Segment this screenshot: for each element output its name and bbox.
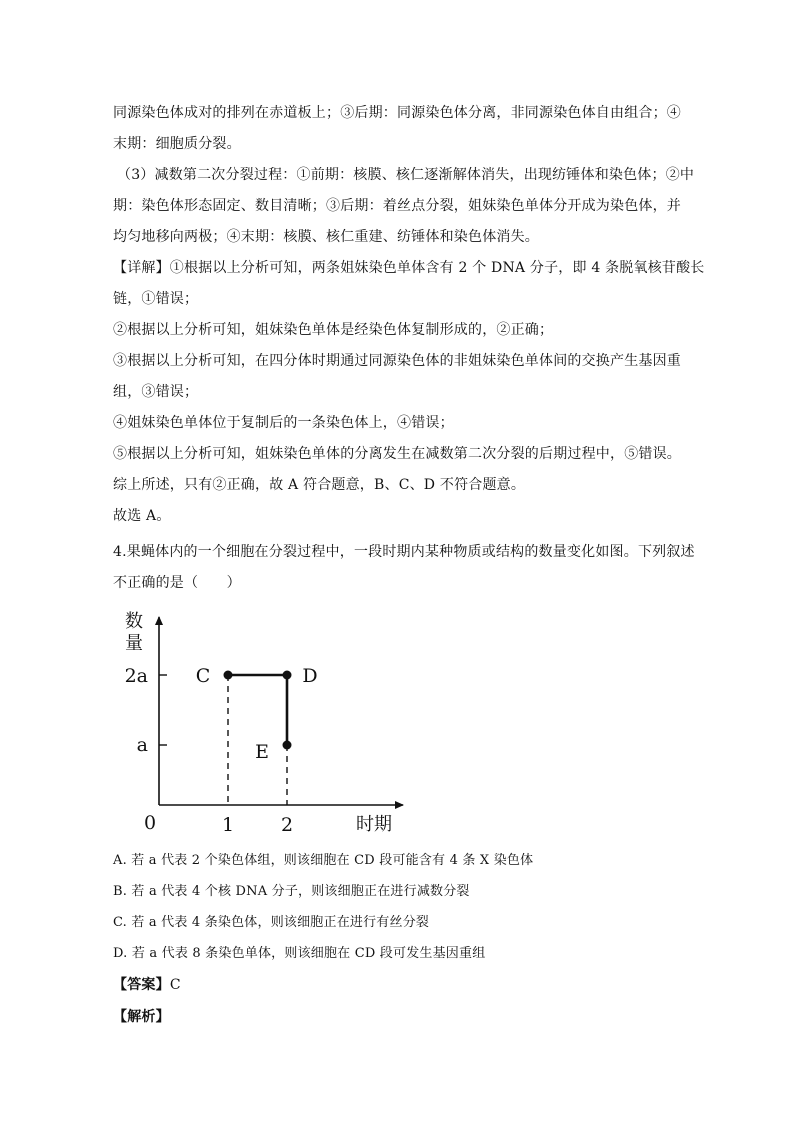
paragraph-line: 末期：细胞质分裂。 xyxy=(113,136,241,152)
paragraph-line: ③根据以上分析可知，在四分体时期通过同源染色体的非姐妹染色单体间的交换产生基因重 xyxy=(113,353,681,369)
option-b: B. 若 a 代表 4 个核 DNA 分子，则该细胞正在进行减数分裂 xyxy=(113,884,470,899)
point-label-d: D xyxy=(302,665,318,687)
paragraph-line: 同源染色体成对的排列在赤道板上；③后期：同源染色体分离，非同源染色体自由组合；④ xyxy=(113,105,681,121)
option-d: D. 若 a 代表 8 条染色单体，则该细胞在 CD 段可发生基因重组 xyxy=(113,946,486,961)
quantity-change-figure xyxy=(110,605,420,845)
detail-paragraph: 【详解】①根据以上分析可知，两条姐妹染色单体含有 2 个 DNA 分子，即 4 条脱氧核苷酸长 xyxy=(113,260,705,276)
origin-label: 0 xyxy=(143,812,157,834)
answer-line xyxy=(113,976,181,994)
answer-value: C xyxy=(169,977,181,993)
analysis-tag: 【解析】 xyxy=(113,1009,170,1025)
option-a: A. 若 a 代表 2 个染色体组，则该细胞在 CD 段可能含有 4 条 X 染色体 xyxy=(113,853,534,868)
y-axis-label: 数 xyxy=(125,611,143,632)
point-label-c: C xyxy=(195,665,211,687)
paragraph-line: 期：染色体形态固定、数目清晰；③后期：着丝点分裂，姐妹染色单体分开成为染色体，并 xyxy=(113,198,681,214)
answer-tag: 【答案】 xyxy=(113,977,170,993)
paragraph-line: （3）减数第二次分裂过程：①前期：核膜、核仁逐渐解体消失，出现纺锤体和染色体；②中 xyxy=(117,167,695,183)
paragraph-line: ④姐妹染色单体位于复制后的一条染色体上，④错误； xyxy=(113,415,454,431)
choice-line: 故选 A。 xyxy=(113,508,171,524)
paragraph-line: 组，③错误； xyxy=(113,384,199,400)
point-label-e: E xyxy=(255,741,269,763)
x-tick-label: 1 xyxy=(221,814,235,836)
paragraph-line: ⑤根据以上分析可知，姐妹染色单体的分离发生在减数第二次分裂的后期过程中，⑤错误。 xyxy=(113,446,681,462)
point-d xyxy=(283,671,292,680)
paragraph-line: ②根据以上分析可知，姐妹染色单体是经染色体复制形成的，②正确； xyxy=(113,322,554,338)
y-axis-label: 量 xyxy=(125,633,143,654)
x-tick-label: 2 xyxy=(280,814,294,836)
question-stem: 不正确的是（ ） xyxy=(113,575,241,591)
paragraph-line: 综上所述，只有②正确，故 A 符合题意，B、C、D 不符合题意。 xyxy=(113,477,526,493)
question-stem: 4.果蝇体内的一个细胞在分裂过程中，一段时期内某种物质或结构的数量变化如图。下列叙述 xyxy=(113,544,695,560)
y-tick-label: a xyxy=(136,734,148,756)
option-c: C. 若 a 代表 4 条染色体，则该细胞正在进行有丝分裂 xyxy=(113,915,430,930)
paragraph-line: 均匀地移向两极；④末期：核膜、核仁重建、纺锤体和染色体消失。 xyxy=(113,229,539,245)
x-axis-label: 时期 xyxy=(356,814,392,835)
point-e xyxy=(283,741,292,750)
paragraph-line: 链，①错误； xyxy=(113,291,199,307)
y-tick-label: 2a xyxy=(124,665,148,687)
point-c xyxy=(224,671,233,680)
